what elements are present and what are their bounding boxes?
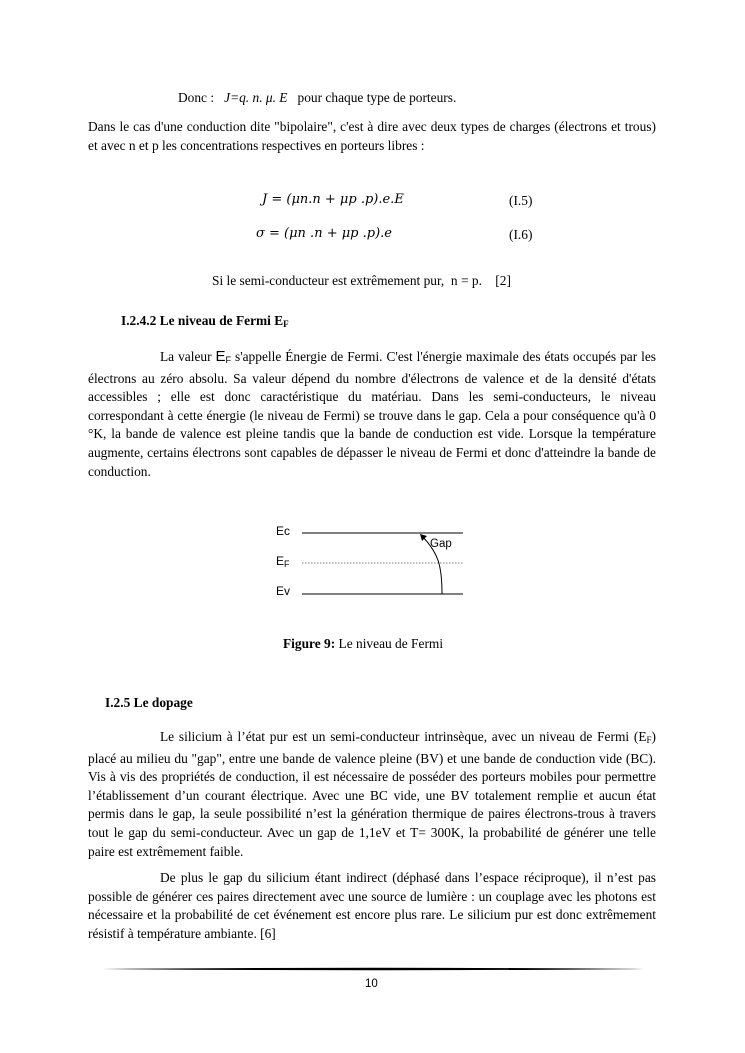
figure-caption — [283, 636, 443, 652]
fermi-diagram — [270, 515, 470, 605]
donc-suffix: pour chaque type de porteurs. — [297, 90, 457, 105]
dopage-paragraph-1 — [88, 728, 656, 861]
section-heading-fermi-text: I.2.4.2 Le niveau de Fermi E — [121, 313, 284, 328]
section-heading-dopage: I.2.5 Le dopage — [105, 695, 193, 710]
footer-rule — [102, 966, 644, 972]
page-number: 10 — [365, 978, 378, 990]
ec-label: Ec — [276, 524, 291, 538]
donc-formula: J=q. n. μ. E — [224, 90, 288, 105]
equation-i5-lhs: J = — [262, 192, 287, 207]
dopage-p1-a: Le silicium à l’état pur est un semi-conducteur intrinsèque, avec un niveau de Fermi (E — [160, 729, 647, 744]
figure-caption-text: Le niveau de Fermi — [335, 636, 444, 651]
equation-i6 — [256, 226, 392, 241]
ev-label: Ev — [276, 584, 291, 598]
fermi-para-rest: s'appelle Énergie de Fermi. C'est l'énergie maximale des états occupés par les électrons au zéro absolu. Sa valeur dépend du nombre d'électrons de valence et de la densité d'états accessibles ; elle est donc caractéristique du matériau. Dans les semi-conducteurs, le niveau correspondant à cette énergie (le niveau de Fermi) se trouve dans le gap. Cela a pour conséquence qu'à 0 °K, la bande de valence est pleine tandis que la bande de conduction est vide. Lorsque la température augmente, certains électrons sont capables de dépasser le niveau de Fermi et donc d'atteindre la bande de conduction. — [88, 349, 657, 479]
ef-label-e: E — [276, 554, 285, 568]
ef-label-sub: F — [284, 559, 290, 569]
fermi-para-lead: La valeur — [160, 349, 216, 364]
equation-i5-tag: (I.5) — [509, 193, 533, 208]
equation-i6-lhs: σ = — [256, 226, 285, 241]
bipolar-paragraph: Dans le cas d'une conduction dite "bipolaire", c'est à dire avec deux types de charges (électrons et trous) et avec n et p les concentrations respectives en porteurs libres : — [88, 119, 656, 153]
ef-label — [276, 554, 290, 569]
pure-note: Si le semi-conducteur est extrêmement pur, n = p. [2] — [212, 273, 511, 288]
equation-i6-tag: (I.6) — [509, 227, 533, 242]
figure-caption-label: Figure 9: — [283, 636, 336, 651]
fermi-paragraph — [88, 348, 656, 481]
fermi-symbol-sub: F — [225, 355, 232, 365]
dopage-p1-b: ) placé au milieu du "gap", entre une bande de valence pleine (BV) et une bande de conduction vide (BC). Vis à vis des propriétés de conduction, il est nécessaire de posséder des porteurs mobiles pour permettre l’établissement d’un courant électrique. Avec une BC vide, une BV totalement remplie et aucun état permis dans le gap, la seule possibilité n’est la génération thermique de paires électrons-trous à travers tout le gap du semi-conducteur. Avec un gap de 1,1eV et T= 300K, la probabilité de générer une telle paire est extrêmement faible. — [88, 729, 656, 859]
section-heading-fermi — [121, 313, 289, 329]
fermi-symbol — [216, 348, 232, 365]
donc-label: Donc : — [178, 90, 215, 105]
equation-i5 — [262, 192, 404, 207]
fermi-diagram-svg — [270, 515, 470, 605]
fermi-symbol-e: E — [215, 348, 226, 365]
equation-i6-body: (μn .n + μp .p).e — [284, 226, 392, 241]
dopage-paragraph-2: De plus le gap du silicium étant indirect (déphasé dans l’espace réciproque), il n’est pas possible de générer ces paires directement avec une source de lumière : un couplage avec les photons est nécessaire et la probabilité de cet événement est encore plus rare. Le silicium pur est donc extrêmement résistif à température ambiante. [6] — [88, 870, 656, 941]
equation-i5-body: (μn.n + μp .p).e.E — [286, 192, 404, 207]
section-heading-fermi-sub: F — [283, 319, 289, 329]
dopage-p1-sub: F — [646, 735, 652, 745]
gap-label: Gap — [430, 538, 452, 550]
donc-line — [178, 90, 456, 106]
